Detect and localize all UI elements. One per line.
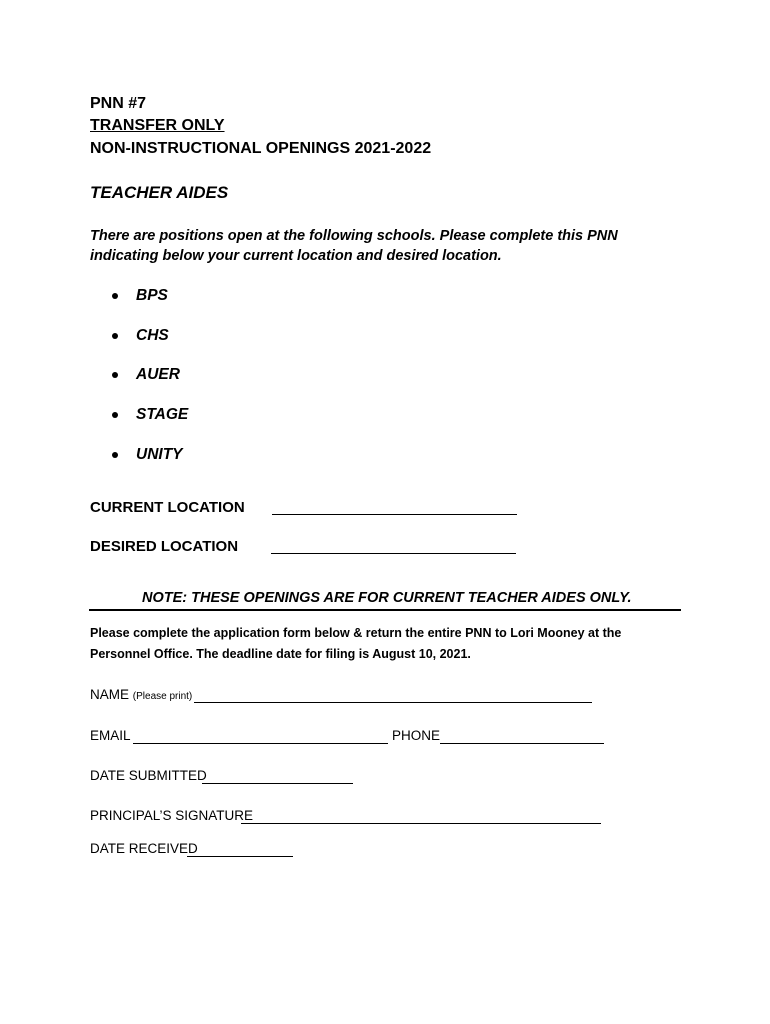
school-name: BPS <box>136 287 168 304</box>
instructions-line-1: Please complete the application form below & return the entire PNN to Lori Mooney at the <box>90 626 622 640</box>
section-divider <box>89 609 681 611</box>
desired-location-field[interactable] <box>271 553 516 554</box>
current-location-label: CURRENT LOCATION <box>90 499 245 516</box>
instructions-line-2: Personnel Office. The deadline date for filing is August 10, 2021. <box>90 647 471 661</box>
bullet-icon <box>112 452 118 458</box>
teacher-aides-note: NOTE: THESE OPENINGS ARE FOR CURRENT TEACHER AIDES ONLY. <box>142 590 632 606</box>
position-title: TEACHER AIDES <box>90 183 229 202</box>
school-list <box>112 284 188 482</box>
bullet-icon <box>112 333 118 339</box>
transfer-only-heading: TRANSFER ONLY <box>90 117 225 134</box>
intro-line-1: There are positions open at the following schools. Please complete this PNN <box>90 228 618 244</box>
name-label: NAME <box>90 687 130 702</box>
bullet-icon <box>112 293 118 299</box>
school-item <box>112 324 188 364</box>
school-item <box>112 363 188 403</box>
school-name: STAGE <box>136 406 189 424</box>
date-submitted-label: DATE SUBMITTED <box>90 768 207 783</box>
principal-signature-field[interactable] <box>241 823 601 824</box>
date-submitted-field[interactable] <box>202 783 353 784</box>
bullet-icon <box>112 372 118 378</box>
principal-signature-label: PRINCIPAL’S SIGNATURE <box>90 808 254 823</box>
date-received-field[interactable] <box>187 856 293 857</box>
phone-label: PHONE <box>392 728 441 743</box>
intro-line-2: indicating below your current location and desired location. <box>90 248 502 264</box>
name-field[interactable] <box>194 702 592 703</box>
name-label-group <box>90 687 192 702</box>
phone-field[interactable] <box>440 743 604 744</box>
school-name: CHS <box>136 326 169 344</box>
current-location-field[interactable] <box>272 514 517 515</box>
school-item <box>112 443 188 483</box>
bullet-icon <box>112 412 118 418</box>
school-item <box>112 284 188 324</box>
openings-heading: NON-INSTRUCTIONAL OPENINGS 2021-2022 <box>90 140 432 157</box>
email-label: EMAIL <box>90 728 131 743</box>
desired-location-label: DESIRED LOCATION <box>90 538 239 555</box>
school-name: AUER <box>136 366 180 384</box>
email-field[interactable] <box>133 743 388 744</box>
school-name: UNITY <box>136 445 183 463</box>
pnn-number: PNN #7 <box>90 95 147 112</box>
school-item <box>112 403 188 443</box>
name-hint: (Please print) <box>132 691 193 702</box>
date-received-label: DATE RECEIVED <box>90 841 198 856</box>
